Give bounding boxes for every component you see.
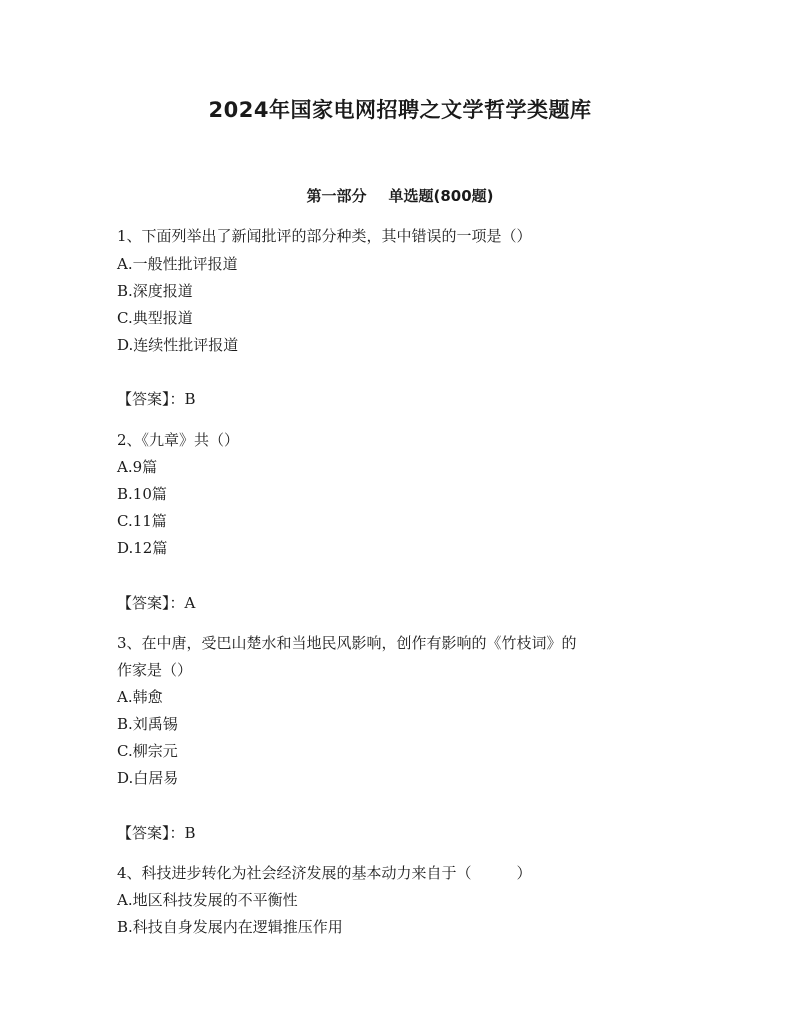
question-1-stem: 1、下面列举出了新闻批评的部分种类，其中错误的一项是（） — [117, 227, 532, 245]
question-1-option-b: B.深度报道 — [117, 282, 193, 300]
question-3-stem-line-1: 3、在中唐，受巴山楚水和当地民风影响，创作有影响的《竹枝词》的 — [117, 634, 577, 652]
question-3-stem-line-2: 作家是（） — [117, 661, 193, 679]
section-name: 单选题(800题) — [388, 187, 494, 205]
question-3-option-c: C.柳宗元 — [117, 742, 178, 760]
section-part: 第一部分 — [306, 187, 367, 205]
question-3-option-d: D.白居易 — [117, 769, 179, 787]
question-4-option-a: A.地区科技发展的不平衡性 — [117, 891, 298, 909]
question-1-option-a: A.一般性批评报道 — [117, 255, 238, 273]
section-heading — [0, 185, 800, 206]
question-4-stem: 4、科技进步转化为社会经济发展的基本动力来自于（ ） — [117, 864, 532, 882]
question-2-option-c: C.11篇 — [117, 512, 167, 530]
question-3-option-b: B.刘禹锡 — [117, 715, 178, 733]
question-1-option-d: D.连续性批评报道 — [117, 336, 239, 354]
question-2-option-a: A.9篇 — [117, 458, 158, 476]
question-3-option-a: A.韩愈 — [117, 688, 163, 706]
question-4-option-b: B.科技自身发展内在逻辑推压作用 — [117, 918, 343, 936]
question-2-answer: 【答案】：A — [117, 594, 196, 612]
question-3-answer: 【答案】：B — [117, 824, 196, 842]
document-title: 2024年国家电网招聘之文学哲学类题库 — [208, 98, 592, 122]
question-1-option-c: C.典型报道 — [117, 309, 193, 327]
question-2-stem: 2、《九章》共（） — [117, 431, 240, 449]
question-1-answer: 【答案】：B — [117, 390, 196, 408]
question-2-option-b: B.10篇 — [117, 485, 167, 503]
question-2-option-d: D.12篇 — [117, 539, 168, 557]
